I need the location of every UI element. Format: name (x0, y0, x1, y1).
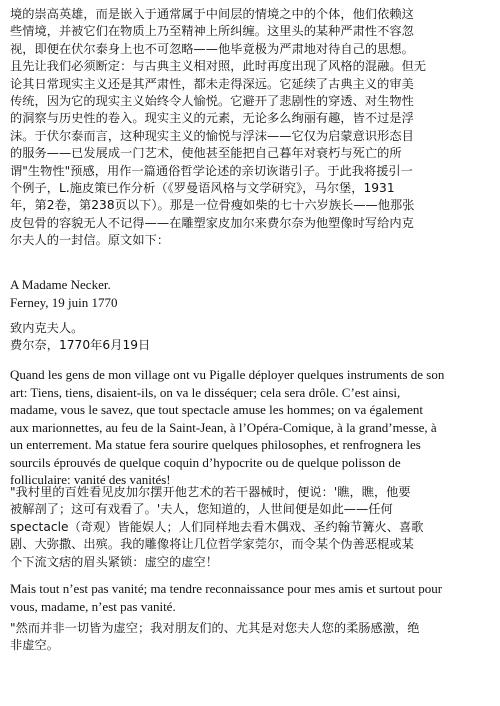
text-line: folliculaire: vanité des vanités! (10, 472, 171, 487)
text-line: vous, madame, n’est pas vanité. (10, 598, 176, 614)
text-line: "然而并非一切皆为虚空；我对朋友们的、尤其是对您夫人您的柔肠感激，绝 (10, 621, 420, 635)
text-line: 个下流文痞的眉头紧锁：虚空的虚空！ (10, 554, 219, 569)
text-line: 年，第2卷，第238页以下）。那是一位骨瘦如柴的七十六岁族长——他那张 (10, 198, 415, 213)
text-line: 的服务——已发展成一门艺术，使他甚至能把自己暮年对衰朽与死亡的所 (10, 146, 402, 161)
text-line: 个例子，L.施皮策已作分析（《罗曼语风格与文学研究》，马尔堡，1931 (10, 181, 395, 196)
text-line: 且先让我们必须断定：与古典主义相对照，此时再度出现了风格的混融。但无 (10, 59, 427, 74)
text-line: 非虚空。 (10, 638, 59, 653)
text-line: aux marionnettes, au feu de la Saint-Jean, à l’Opéra-Comique, à la grand’messe, à (10, 419, 437, 435)
text-line: 被解剖了；这可有戏看了。'夫人，您知道的，人世间便是如此——任何 (10, 502, 393, 517)
letter-paragraph-1-zh (10, 484, 492, 571)
letter-paragraph-2-fr (10, 580, 492, 615)
text-line: 传统，因为它的现实主义始终令人愉悦。它避开了悲剧性的穿透、对生物性 (10, 94, 414, 109)
text-line: 些情境，并被它们在物质上乃至精神上所纠缠。这里头的某种严肃性不容忽 (10, 24, 414, 39)
text-line: 剧、大弥撒、出殡。我的雕像将让几位哲学家莞尔，而令某个伪善恶棍或某 (10, 537, 414, 552)
text-line: Mais tout n’est pas vanité; ma tendre reconnaissance pour mes amis et surtout pour (10, 581, 443, 596)
text-line: 沫。于伏尔泰而言，这种现实主义的愉悦与浮沫——它仅为启蒙意识形态目 (10, 128, 414, 143)
letter-address-zh (10, 320, 492, 355)
text-line: 尔夫人的一封信。原文如下： (10, 233, 170, 248)
text-line: 致内克夫人。 (10, 321, 84, 335)
text-line: art: Tiens, tiens, disaient-ils, on va le disséquer; cela sera drôle. C’est ainsi, (10, 384, 401, 400)
text-line: 费尔奈，1770年6月19日 (10, 338, 151, 353)
text-line: 境的崇高英雄，而是嵌入于通常属于中间层的情境之中的个体，他们依赖这 (10, 7, 414, 21)
text-line: Quand les gens de mon village ont vu Pigalle déployer quelques instruments de son (10, 367, 445, 382)
text-line: 视，即便在伏尔泰身上也不可忽略——他毕竟极为严肃地对待自己的思想。 (10, 41, 414, 56)
letter-paragraph-1-fr (10, 366, 492, 489)
intro-paragraph (10, 6, 492, 250)
text-line: 谓"生物性"预感，用作一篇通俗哲学论述的亲切诙谐引子。于此我将援引一 (10, 163, 413, 178)
text-line: Ferney, 19 juin 1770 (10, 294, 118, 310)
text-line: un enterrement. Ma statue fera sourire quelques philosophes, et renfrognera les (10, 437, 421, 452)
text-line: 的洞察与历史性的卷入。现实主义的元素，无论多么绚丽有趣，皆不过是浮 (10, 111, 414, 126)
text-line: A Madame Necker. (10, 277, 111, 292)
letter-address-fr (10, 276, 492, 311)
letter-paragraph-2-zh (10, 620, 492, 655)
text-line: 皮包骨的容貌无人不记得——在雕塑家皮加尔来费尔奈为他塑像时写给内克 (10, 215, 414, 230)
text-line: "我村里的百姓看见皮加尔摆开他艺术的若干器械时，便说：'瞧，瞧，他要 (10, 485, 411, 499)
text-line: spectacle（奇观）皆能娱人；人们同样地去看木偶戏、圣约翰节篝火、喜歌 (10, 519, 424, 534)
text-line: 论其日常现实主义还是其严肃性，都未走得深远。它延续了古典主义的审美 (10, 76, 414, 91)
text-line: sourcils éprouvés de quelque coquin d’hypocrite ou de quelque polisson de (10, 454, 401, 470)
text-line: madame, vous le savez, que tout spectacle amuse les hommes; on va également (10, 402, 423, 417)
